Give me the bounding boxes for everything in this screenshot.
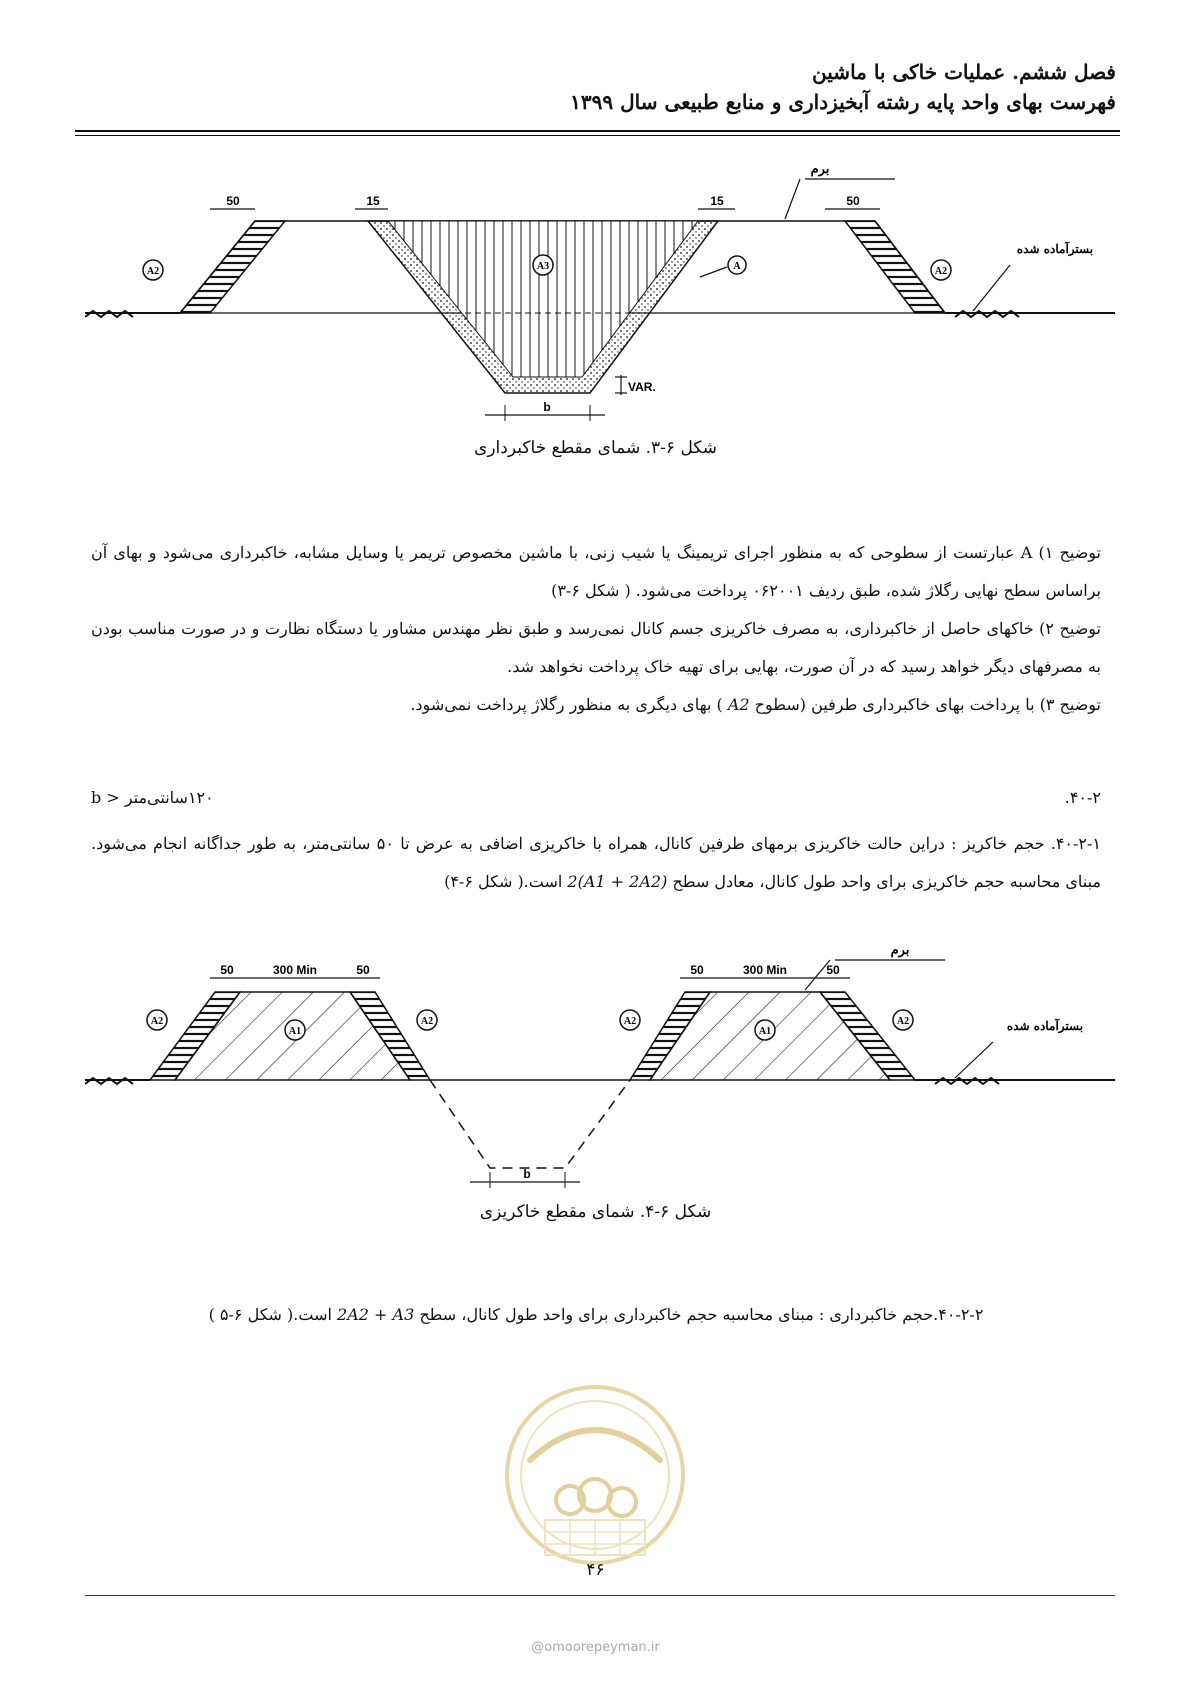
a2-left-label: A2	[146, 266, 160, 277]
section-condition: ۱۲۰سانتی‌متر < b	[91, 788, 214, 807]
document-subtitle: فهرست بهای واحد پایه رشته آبخیزداری و منابع طبیعی سال ۱۳۹۹	[570, 90, 1116, 114]
a1-1-label: A1	[288, 1026, 302, 1037]
prepared-bed-leader	[955, 1042, 993, 1078]
fill-formula: 2(A1 + 2A2)	[567, 872, 668, 891]
canal-dashed-outline	[430, 1080, 630, 1168]
dim-50-a: 50	[220, 963, 234, 977]
figure1-caption: شکل ۶-۳. شمای مقطع خاکبرداری	[474, 438, 717, 458]
cut-paragraph-text	[91, 1296, 1101, 1334]
fill-paragraph	[91, 825, 1101, 901]
var-label: VAR.	[628, 380, 656, 394]
chapter-title: فصل ششم. عملیات خاکی با ماشین	[812, 60, 1116, 84]
berm-label: برم	[890, 943, 910, 958]
dim-50-right: 50	[846, 194, 860, 208]
cut-text-after: است.( شکل ۶-۵ )	[208, 1305, 332, 1324]
a3-label: A3	[536, 261, 550, 272]
watermark-seal	[500, 1380, 690, 1570]
prepared-bed-label: بسترآماده شده	[1006, 1019, 1084, 1033]
dim-50-b: 50	[356, 963, 370, 977]
page-number: ۴۶	[586, 1560, 605, 1580]
a2-right-label: A2	[934, 266, 948, 277]
watermark-url: @omoorepeyman.ir	[531, 1640, 660, 1655]
a2-area-left	[180, 221, 285, 313]
dim-50-d: 50	[826, 963, 840, 977]
cut-formula: 2A2 + A3	[337, 1305, 415, 1324]
note-1: توضیح ۱) A عبارتست از سطوحی که به منظور اجرای تریمینگ یا شیب زنی، با ماشین مخصوص تریمر یا وسایل مشابه، خاکبرداری می‌شود و بهای آن براساس سطح نهایی رگلاژ شده، طبق ردیف ۰۶۲۰۰۱ پرداخت می‌شود. ( شکل ۶-۳)	[91, 543, 1101, 600]
b-label: b	[523, 1167, 531, 1181]
note-3-after: ) بهای دیگری به منظور رگلاژ پرداخت نمی‌شود.	[410, 695, 723, 714]
section-heading-row	[91, 788, 1101, 807]
a2-area-right	[845, 221, 948, 313]
cut-paragraph	[91, 1296, 1101, 1334]
figure-cut-section	[85, 155, 1115, 425]
note-3	[91, 686, 1101, 724]
a-label: A	[733, 261, 741, 272]
a2-3-label: A2	[623, 1016, 637, 1027]
a2-2-label: A2	[420, 1016, 434, 1027]
fill-text-after: است.( شکل ۶-۴)	[444, 872, 563, 891]
a1-2-label: A1	[758, 1026, 772, 1037]
footer-rule	[85, 1595, 1115, 1596]
note-3-before: توضیح ۳) با پرداخت بهای خاکبرداری طرفین (سطوح	[754, 695, 1101, 714]
figure-fill-section	[85, 940, 1115, 1190]
dim-15-right: 15	[710, 194, 724, 208]
dim-15-left: 15	[366, 194, 380, 208]
a2-1-label: A2	[150, 1016, 164, 1027]
dim-50-c: 50	[690, 963, 704, 977]
berm-arrow	[785, 179, 800, 219]
header-rule	[75, 130, 1120, 132]
fill-paragraph-text	[91, 825, 1101, 901]
a-leader	[700, 267, 727, 277]
note-3-formula: A2	[727, 695, 750, 714]
dim-300-a: 300 Min	[272, 963, 318, 977]
prepared-bed-leader	[973, 265, 1010, 311]
header-rule-thin	[75, 135, 1120, 136]
notes-block	[91, 534, 1101, 724]
dim-300-b: 300 Min	[742, 963, 788, 977]
fill-text-before: ۴۰-۲-۱. حجم خاکریز : دراین حالت خاکریزی برمهای طرفین کانال، همراه با خاکریزی اضافی به عرض تا ۵۰ سانتی‌متر، به طور جداگانه انجام می‌شود. مبنای محاسبه حجم خاکریزی برای واحد طول کانال، معادل سطح	[91, 834, 1102, 891]
berm-label: برم	[810, 162, 830, 177]
section-number: ۴۰-۲.	[1064, 788, 1101, 807]
prepared-bed-label: بسترآماده شده	[1016, 242, 1094, 256]
note-2: توضیح ۲) خاکهای حاصل از خاکبرداری، به مصرف خاکریزی جسم کانال نمی‌رسد و طبق نظر مهندس مشاور یا دستگاه نظارت و در صورت مناسب بودن به مصرفهای دیگر خواهد رسید که در آن صورت، بهایی برای تهیه خاک پرداخت نخواهد شد.	[91, 619, 1102, 676]
page-header	[71, 60, 1116, 114]
dim-50-left: 50	[226, 194, 240, 208]
a2-4-label: A2	[896, 1016, 910, 1027]
figure2-caption: شکل ۶-۴. شمای مقطع خاکریزی	[479, 1202, 712, 1222]
cut-text-before: ۴۰-۲-۲.حجم خاکبرداری : مبنای محاسبه حجم خاکبرداری برای واحد طول کانال، سطح	[419, 1305, 984, 1324]
b-label: b	[543, 400, 551, 414]
